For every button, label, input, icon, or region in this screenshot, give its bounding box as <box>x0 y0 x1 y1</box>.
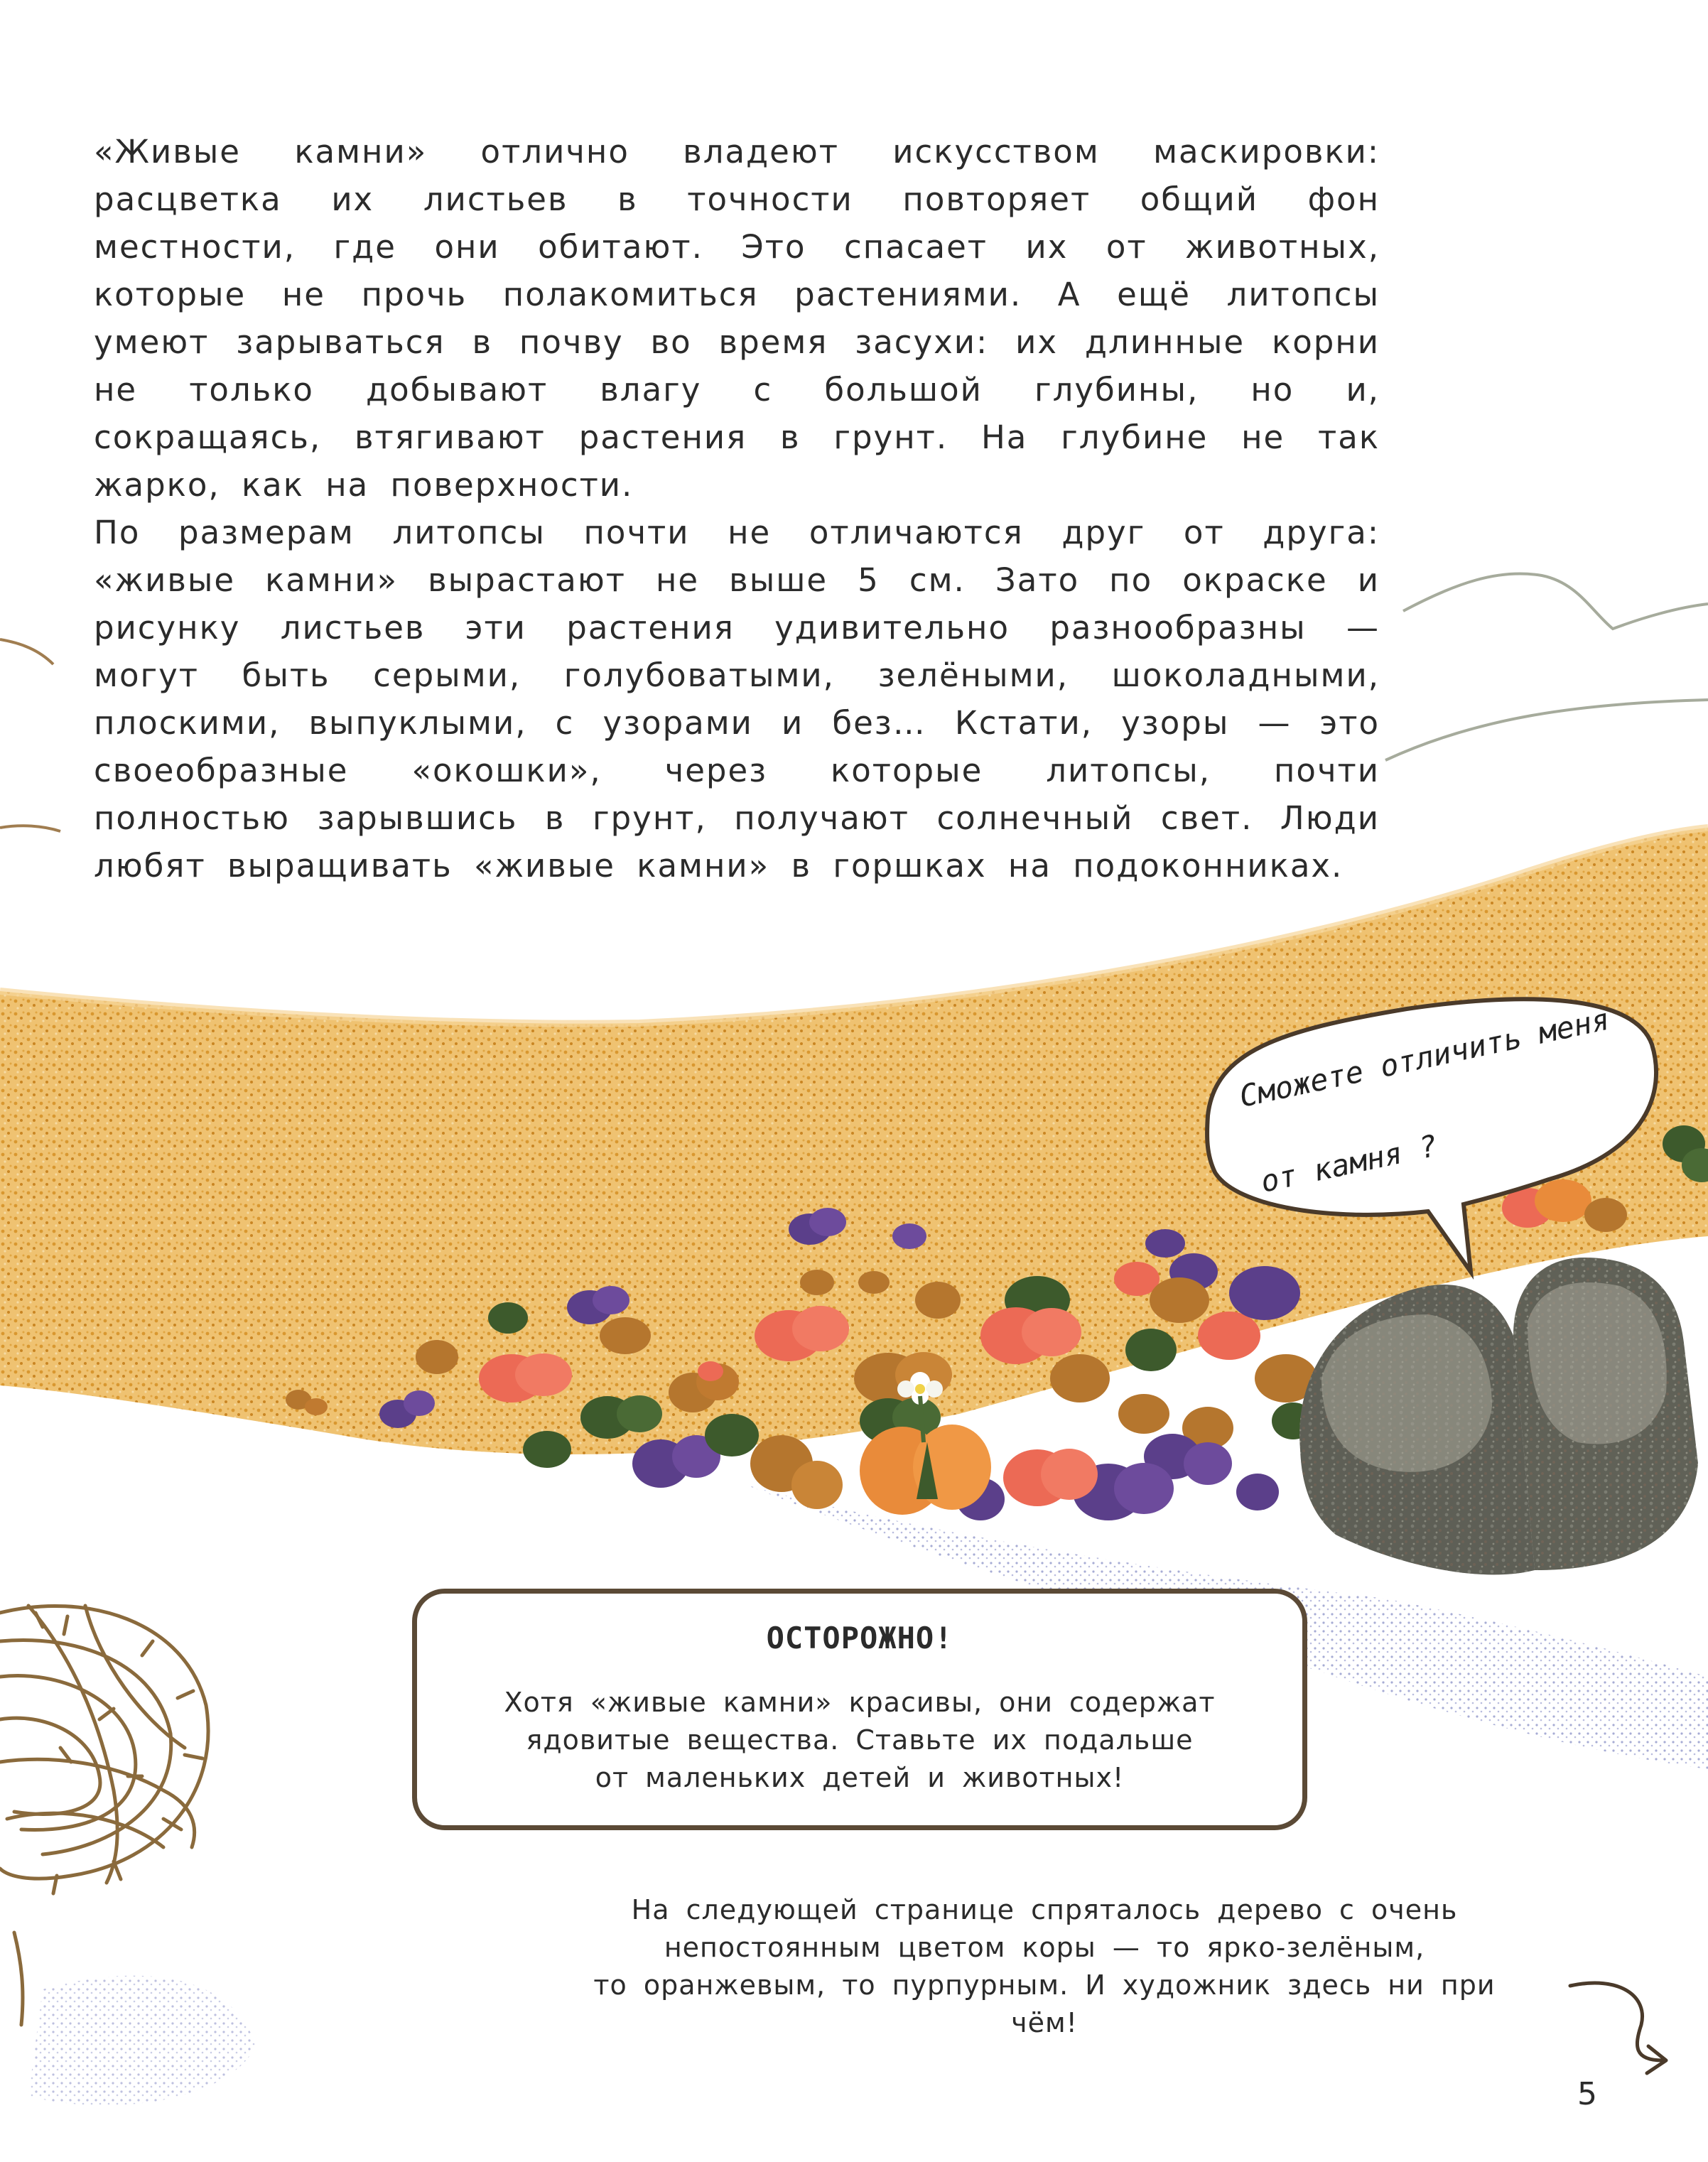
hill-line-right-2 <box>1385 700 1708 760</box>
tumbleweed <box>0 1606 208 2025</box>
big-lithops <box>1299 1258 1698 1574</box>
page-number: 5 <box>1577 2076 1597 2112</box>
warning-box <box>412 1589 1307 1830</box>
next-arrow-icon <box>1570 1983 1663 2060</box>
warning-title: ОСТОРОЖНО! <box>766 1621 953 1655</box>
warning-text <box>417 1684 1302 1797</box>
speech-bubble-line-1: Сможете отличить меня <box>1236 1001 1613 1114</box>
hill-line-left-2 <box>0 826 60 831</box>
next-page-note <box>554 1891 1535 2042</box>
body-paragraph-1: «Живые камни» отлично владеют искусством маскировки: расцветка их листьев в точности повторяет общий фон местности, где они обитают. Это спасает их от животных, которые не прочь полакомиться растениями. А ещё литопсы умеют зарываться в почву во время засухи: их длинные корни не только добывают влагу с большой глубины, но и, сокращаясь, втягивают растения в грунт. На глубине не так жарко, как на поверхности. <box>94 133 1380 504</box>
speech-bubble-line-2: от камня ? <box>1258 1128 1441 1199</box>
warning-line-1: Хотя «живые камни» красивы, они содержат <box>504 1687 1216 1718</box>
hill-line-right <box>1403 573 1708 629</box>
warning-line-3: от маленьких детей и животных! <box>595 1762 1125 1793</box>
blue-shadow-left <box>28 1976 256 2106</box>
next-page-line-2: непостоянным цветом коры — то ярко-зелёным, <box>664 1932 1425 1963</box>
next-page-line-1: На следующей странице спряталось дерево с очень <box>631 1894 1458 1925</box>
next-page-line-3: то оранжевым, то пурпурным. И художник здесь ни при чём! <box>593 1969 1496 2038</box>
warning-line-2: ядовитые вещества. Ставьте их подальше <box>526 1724 1194 1756</box>
hill-line-left <box>0 639 53 664</box>
body-paragraph-2: По размерам литопсы почти не отличаются друг от друга: «живые камни» вырастают не выше 5 см. Зато по окраске и рисунку листьев эти растения удивительно разнообразны — могут быть серыми, голубоватыми, зелёными, шоколадными, плоскими, выпуклыми, с узорами и без… Кстати, узоры — это своеобразные «окошки», через которые литопсы, почти полностью зарывшись в грунт, получают солнечный свет. Люди любят выращивать «живые камни» в горшках на подоконниках. <box>94 514 1380 885</box>
